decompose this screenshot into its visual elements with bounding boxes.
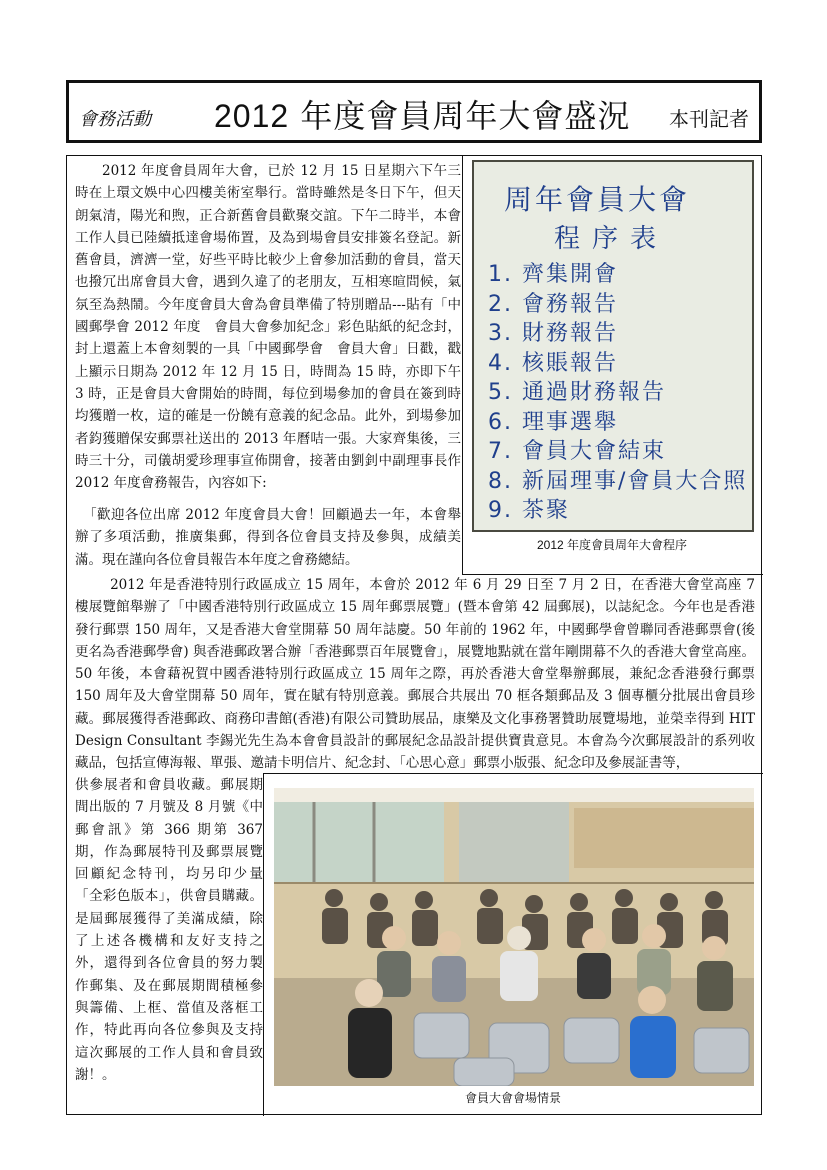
program-item: 2. 會務報告	[488, 291, 618, 317]
whiteboard-title: 周年會員大會	[504, 183, 691, 216]
meeting-photo-caption: 會員大會會場情景	[464, 1091, 561, 1105]
title-text: 年度會員周年大會盛況	[289, 97, 631, 135]
program-item: 3. 財務報告	[488, 321, 618, 346]
program-list	[488, 260, 747, 526]
paragraph-quote: 「歡迎各位出席 2012 年度會員大會！回顧過去一年，本會舉辦了多項活動，推廣集郵，得到各位會員支持及參與，成績美滿。現在謹向各位會員報告本年度之會務總結。	[75, 507, 461, 568]
program-item: 9. 茶聚	[488, 498, 570, 523]
meeting-room-photo	[274, 788, 754, 1086]
author-byline: 本刊記者	[669, 107, 749, 131]
meeting-photo-frame	[263, 773, 763, 1116]
title-year: 2012	[214, 98, 290, 134]
program-item: 6. 理事選舉	[488, 409, 618, 435]
paragraph-exhibition: 2012 年是香港特別行政區成立 15 周年，本會於 2012 年 6 月 29 日至 7 月 2 日，在香港大會堂高座 7 樓展覽館舉辦了「中國香港特別行政區成立 15 周年郵票展覽」(暨本會第 42 屆郵展)，以誌紀念。今年也是香港發行郵票 150 周年，又是香港大會堂開幕 50 周年誌慶。50 年前的 1962 年，中國郵學會曾聯同香港郵票會(後更名為香港郵學會) 與香港郵政署合辦「香港郵票百年展覽會」，展覽地點就在當年剛開幕不久的香港大會堂高座。50 年後，本會藉祝賀中國香港特別行政區成立 15 周年之際，再於香港大會堂舉辦郵展，兼紀念香港發行郵票 150 周年及大會堂開幕 50 周年，實在賦有特別意義。郵展合共展出 70 框各類郵品及 3 個專櫃分批展出會員珍藏。郵展獲得香港郵政、商務印書館(香港)有限公司贊助展品，康樂及文化事務署贊助展覽場地，並榮幸得到 HIT Design Consultant 李錫光先生為本會會員設計的郵展紀念品設計提供寶貴意見。本會為今次郵展設計的系列收藏品，包括宣傳海報、單張、邀請卡明信片、紀念封、「心思心意」郵票小版張、紀念印及參展証書等，	[75, 577, 755, 772]
program-item: 1. 齊集開會	[488, 262, 618, 287]
article-title	[214, 91, 630, 137]
article-body	[66, 155, 762, 1115]
section-label: 會務活動	[79, 109, 151, 130]
whiteboard-subtitle: 程序表	[554, 224, 669, 254]
article-header	[66, 80, 762, 143]
paragraph-closing: 供參展者和會員收藏。郵展期間出版的 7 月號及 8 月號《中郵會訊》第 366 期第 367 期，作為郵展特刊及郵票展覽回顧紀念特刊，均另印少量「全彩色版本」，供會員購藏。是屆郵展獲得了美滿成績，除了上述各機構和友好支持之外，還得到各位會員的努力製作郵集、及在郵展期間積極參與籌備、上框、當值及落框工作，特此再向各位參與及支持這次郵展的工作人員和會員致謝！。	[75, 777, 263, 1083]
meeting-room-illustration	[274, 788, 754, 1086]
program-photo-caption: 2012 年度會員周年大會程序	[536, 538, 688, 552]
program-whiteboard-photo	[472, 160, 754, 532]
program-item: 5. 通過財務報告	[488, 380, 666, 405]
program-item: 4. 核賬報告	[488, 350, 618, 376]
paragraph-intro: 2012 年度會員周年大會，已於 12 月 15 日星期六下午三時在上環文娛中心四樓美術室舉行。當時雖然是冬日下午，但天朗氣清，陽光和煦，正合新舊會員歡聚交誼。下午二時半，本會工作人員已陸續抵達會場佈置，及為到場會員安排簽名登記。新舊會員，濟濟一堂，好些平時比較少上會參加活動的會員，當天也撥冗出席會員大會，遇到久違了的老朋友，互相寒暄問候，氣氛至為熱鬧。今年度會員大會為會員準備了特別贈品---貼有「中國郵學會 2012 年度 會員大會參加紀念」彩色貼紙的紀念封，封上還蓋上本會刻製的一具「中國郵學會 會員大會」日戳，戳上顯示日期為 2012 年 12 月 15 日，時間為 15 時，亦即下午 3 時，正是會員大會開始的時間，每位到場參加的會員在簽到時均獲贈一枚，這的確是一份饒有意義的紀念品。此外，到場參加者鈞獲贈保安郵票社送出的 2013 年曆咭一張。大家齊集後，三時三十分，司儀胡愛珍理事宣佈開會，接著由劉釗中副理事長作 2012 年度會務報告，內容如下:	[75, 163, 461, 492]
program-item: 8. 新屆理事/會員大合照	[488, 468, 748, 494]
program-item: 7. 會員大會結束	[488, 439, 666, 464]
